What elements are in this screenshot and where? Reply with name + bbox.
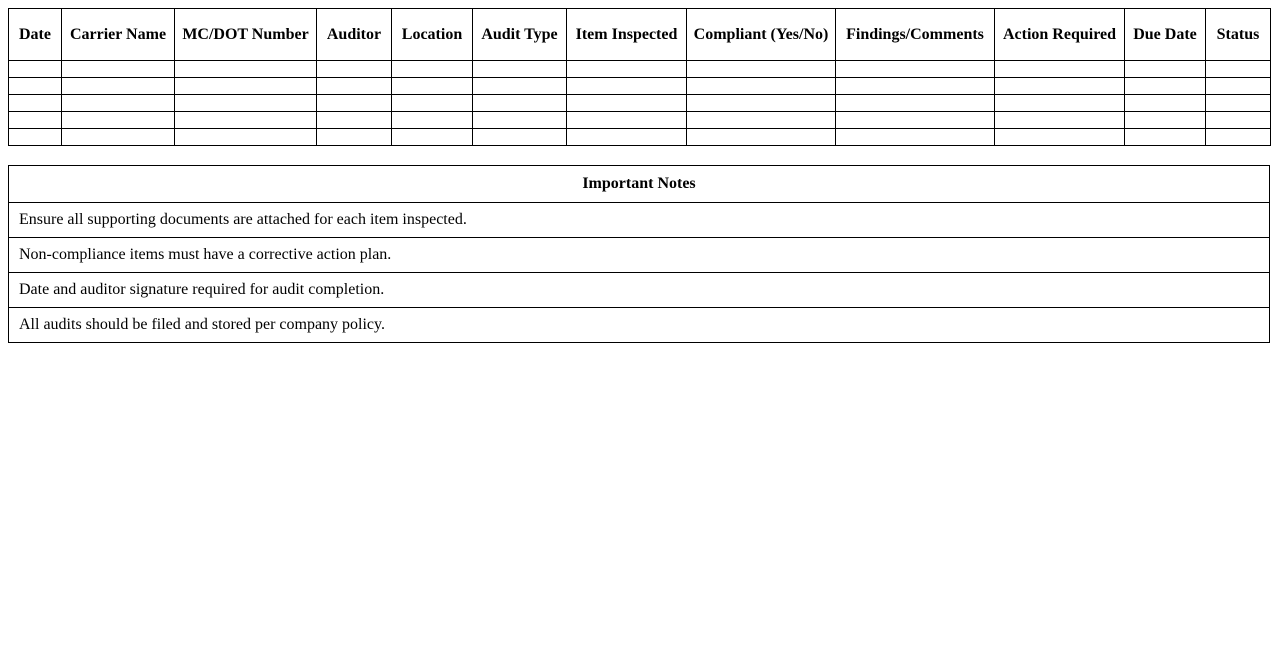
- header-carrier-name: Carrier Name: [62, 9, 175, 61]
- table-cell[interactable]: [473, 95, 567, 112]
- header-mc-dot-number: MC/DOT Number: [175, 9, 317, 61]
- header-action-required: Action Required: [995, 9, 1125, 61]
- table-cell[interactable]: [175, 61, 317, 78]
- table-cell[interactable]: [687, 78, 836, 95]
- table-cell[interactable]: [687, 61, 836, 78]
- table-cell[interactable]: [392, 95, 473, 112]
- table-cell[interactable]: [62, 61, 175, 78]
- table-cell[interactable]: [175, 78, 317, 95]
- note-text: Non-compliance items must have a corrective action plan.: [9, 238, 1270, 273]
- table-row: [9, 78, 1271, 95]
- note-text: Date and auditor signature required for audit completion.: [9, 273, 1270, 308]
- table-cell[interactable]: [392, 78, 473, 95]
- table-cell[interactable]: [1125, 129, 1206, 146]
- table-cell[interactable]: [175, 112, 317, 129]
- table-cell[interactable]: [473, 129, 567, 146]
- table-cell[interactable]: [567, 112, 687, 129]
- table-cell[interactable]: [473, 61, 567, 78]
- header-location: Location: [392, 9, 473, 61]
- table-cell[interactable]: [9, 78, 62, 95]
- notes-header-row: [9, 166, 1270, 203]
- note-text: Ensure all supporting documents are attached for each item inspected.: [9, 203, 1270, 238]
- table-cell[interactable]: [1206, 112, 1271, 129]
- table-cell[interactable]: [836, 78, 995, 95]
- header-auditor: Auditor: [317, 9, 392, 61]
- table-cell[interactable]: [317, 78, 392, 95]
- list-item: [9, 273, 1270, 308]
- table-cell[interactable]: [687, 95, 836, 112]
- table-cell[interactable]: [836, 129, 995, 146]
- table-cell[interactable]: [995, 78, 1125, 95]
- table-cell[interactable]: [175, 95, 317, 112]
- table-cell[interactable]: [836, 95, 995, 112]
- table-cell[interactable]: [567, 78, 687, 95]
- header-status: Status: [1206, 9, 1271, 61]
- table-cell[interactable]: [62, 129, 175, 146]
- table-cell[interactable]: [317, 61, 392, 78]
- list-item: [9, 308, 1270, 343]
- table-cell[interactable]: [317, 129, 392, 146]
- table-cell[interactable]: [1206, 61, 1271, 78]
- header-item-inspected: Item Inspected: [567, 9, 687, 61]
- table-row: [9, 112, 1271, 129]
- header-due-date: Due Date: [1125, 9, 1206, 61]
- table-cell[interactable]: [175, 129, 317, 146]
- table-cell[interactable]: [473, 78, 567, 95]
- table-cell[interactable]: [1125, 78, 1206, 95]
- table-cell[interactable]: [567, 129, 687, 146]
- table-cell[interactable]: [1206, 95, 1271, 112]
- table-cell[interactable]: [1125, 61, 1206, 78]
- table-cell[interactable]: [1125, 95, 1206, 112]
- table-cell[interactable]: [9, 112, 62, 129]
- table-cell[interactable]: [317, 112, 392, 129]
- audit-header-row: [9, 9, 1271, 61]
- audit-log-table: [8, 8, 1271, 146]
- table-cell[interactable]: [995, 112, 1125, 129]
- table-cell[interactable]: [995, 61, 1125, 78]
- table-row: [9, 95, 1271, 112]
- note-text: All audits should be filed and stored per company policy.: [9, 308, 1270, 343]
- table-cell[interactable]: [62, 95, 175, 112]
- table-cell[interactable]: [687, 112, 836, 129]
- table-cell[interactable]: [9, 95, 62, 112]
- header-compliant: Compliant (Yes/No): [687, 9, 836, 61]
- list-item: [9, 203, 1270, 238]
- list-item: [9, 238, 1270, 273]
- header-date: Date: [9, 9, 62, 61]
- table-cell[interactable]: [392, 61, 473, 78]
- table-row: [9, 61, 1271, 78]
- table-cell[interactable]: [995, 129, 1125, 146]
- table-cell[interactable]: [9, 129, 62, 146]
- table-cell[interactable]: [687, 129, 836, 146]
- header-audit-type: Audit Type: [473, 9, 567, 61]
- table-cell[interactable]: [1206, 78, 1271, 95]
- table-cell[interactable]: [62, 78, 175, 95]
- table-cell[interactable]: [567, 95, 687, 112]
- table-cell[interactable]: [473, 112, 567, 129]
- table-cell[interactable]: [1206, 129, 1271, 146]
- table-cell[interactable]: [62, 112, 175, 129]
- table-cell[interactable]: [836, 61, 995, 78]
- header-findings-comments: Findings/Comments: [836, 9, 995, 61]
- table-cell[interactable]: [567, 61, 687, 78]
- table-cell[interactable]: [317, 95, 392, 112]
- table-cell[interactable]: [995, 95, 1125, 112]
- table-cell[interactable]: [392, 129, 473, 146]
- table-cell[interactable]: [1125, 112, 1206, 129]
- table-cell[interactable]: [9, 61, 62, 78]
- table-row: [9, 129, 1271, 146]
- table-cell[interactable]: [836, 112, 995, 129]
- notes-title: Important Notes: [9, 166, 1270, 203]
- important-notes-table: [8, 165, 1270, 343]
- table-cell[interactable]: [392, 112, 473, 129]
